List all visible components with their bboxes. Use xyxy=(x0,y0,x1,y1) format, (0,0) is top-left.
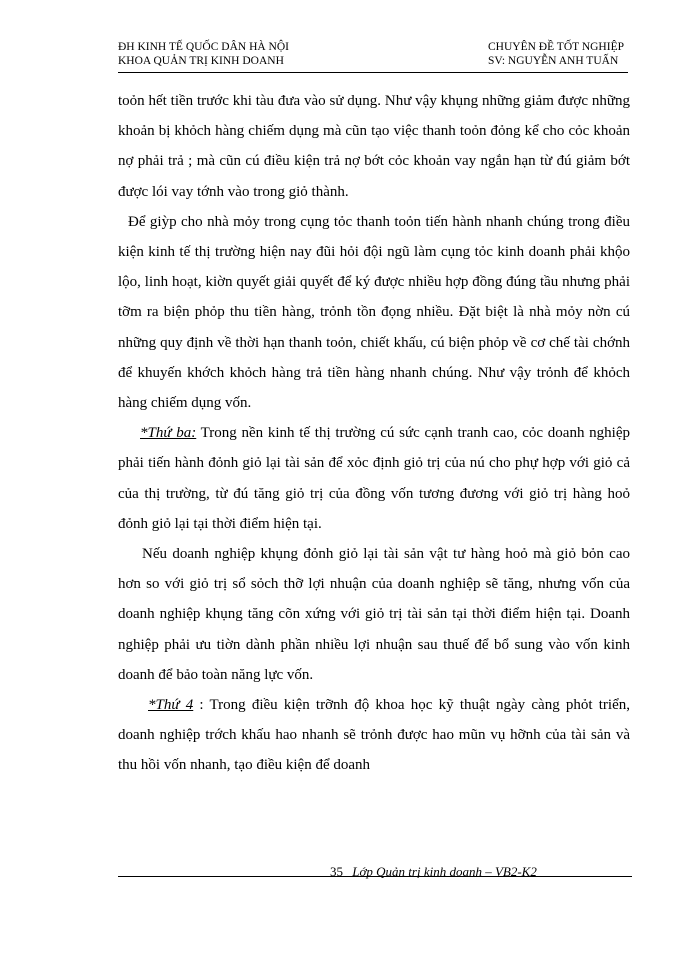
paragraph-5-label: *Thứ 4 xyxy=(148,697,194,714)
paragraph-2 xyxy=(118,207,630,418)
page-footer xyxy=(330,864,537,880)
header-left xyxy=(118,40,289,68)
paragraph-3-label: *Thứ ba: xyxy=(140,425,197,442)
document-type: CHUYÊN ĐỀ TỐT NGHIỆP xyxy=(488,41,624,53)
paragraph-5 xyxy=(118,690,630,781)
document-body xyxy=(118,86,630,781)
paragraph-1 xyxy=(118,86,630,207)
paragraph-3 xyxy=(118,418,630,539)
class-label: Lớp Quản trị kinh doanh – VB2-K2 xyxy=(352,864,537,879)
header-divider xyxy=(118,72,628,73)
page-number: 35 xyxy=(330,864,343,879)
paragraph-4-text: Nếu doanh nghiệp khụng đỏnh giỏ lại tài sản vật tư hàng hoỏ mà giỏ bỏn cao hơn so với giỏ trị sổ sỏch thỡ lợi nhuận của doanh nghiệp sẽ tăng, nhưng vốn của doanh nghiệp khụng tăng cõn xứng với giỏ trị tài sản tại thời điểm hiện tại. Doanh nghiệp phải ưu tiờn dành phần nhiều lợi nhuận sau thuế để bổ sung vào vốn kinh doanh để bảo toàn năng lực vốn. xyxy=(118,546,630,683)
header-right xyxy=(488,40,624,68)
page-header xyxy=(118,40,624,72)
university-name: ĐH KINH TẾ QUỐC DÂN HÀ NỘI xyxy=(118,41,289,53)
paragraph-4 xyxy=(118,539,630,690)
footer-divider xyxy=(118,876,632,877)
faculty-name: KHOA QUẢN TRỊ KINH DOANH xyxy=(118,55,284,67)
paragraph-5-text: : Trong điều kiện trỡnh độ khoa học kỹ thuật ngày càng phỏt triển, doanh nghiệp trớch khấu hao nhanh sẽ trỏnh được hao mũn vụ hỡnh của tài sản và thu hồi vốn nhanh, tạo điều kiện để doanh xyxy=(118,697,630,774)
paragraph-2-text: Để giỳp cho nhà mỏy trong cụng tỏc thanh toỏn tiến hành nhanh chúng trong điều kiện kinh tế thị trường hiện nay đũi hỏi đội ngũ làm cụng tỏc kinh doanh phải khộo lộo, linh hoạt, kiờn quyết giải quyết để ký được nhiều hợp đồng đúng tầu nhưng phải tỡm ra biện phỏp thu tiền hàng, trỏnh tồn đọng nhiều. Đặt biệt là nhà mỏy nờn cú những quy định về thời hạn thanh toỏn, chiết khấu, cú biện phỏp về cơ chế tài chớnh để khuyến khớch khỏch hàng trả tiền hàng nhanh chúng. Như vậy trỏnh để khỏch hàng chiếm dụng vốn. xyxy=(118,213,630,412)
student-name: SV: NGUYỄN ANH TUẤN xyxy=(488,55,619,67)
paragraph-1-text: toỏn hết tiền trước khi tàu đưa vào sử dụng. Như vậy khụng những giảm được những khoản bị khỏch hàng chiếm dụng mà cũn tạo việc thanh toỏn đỏng kể cho cỏc khoản nợ phải trả ; mà cũn cú điều kiện trả nợ bớt cỏc khoản vay ngắn hạn từ đú giảm bớt được lói vay tớnh vào trong giỏ thành. xyxy=(118,93,630,200)
paragraph-3-text: Trong nền kinh tế thị trường cú sức cạnh tranh cao, cỏc doanh nghiệp phải tiến hành đỏnh giỏ lại tài sản để xỏc định giỏ trị của nú cho phự hợp với giỏ cả của thị trường, từ đú tăng giỏ trị của đồng vốn tương đương với giỏ trị hàng hoỏ đỏnh giỏ lại tại thời điểm hiện tại. xyxy=(118,425,630,532)
